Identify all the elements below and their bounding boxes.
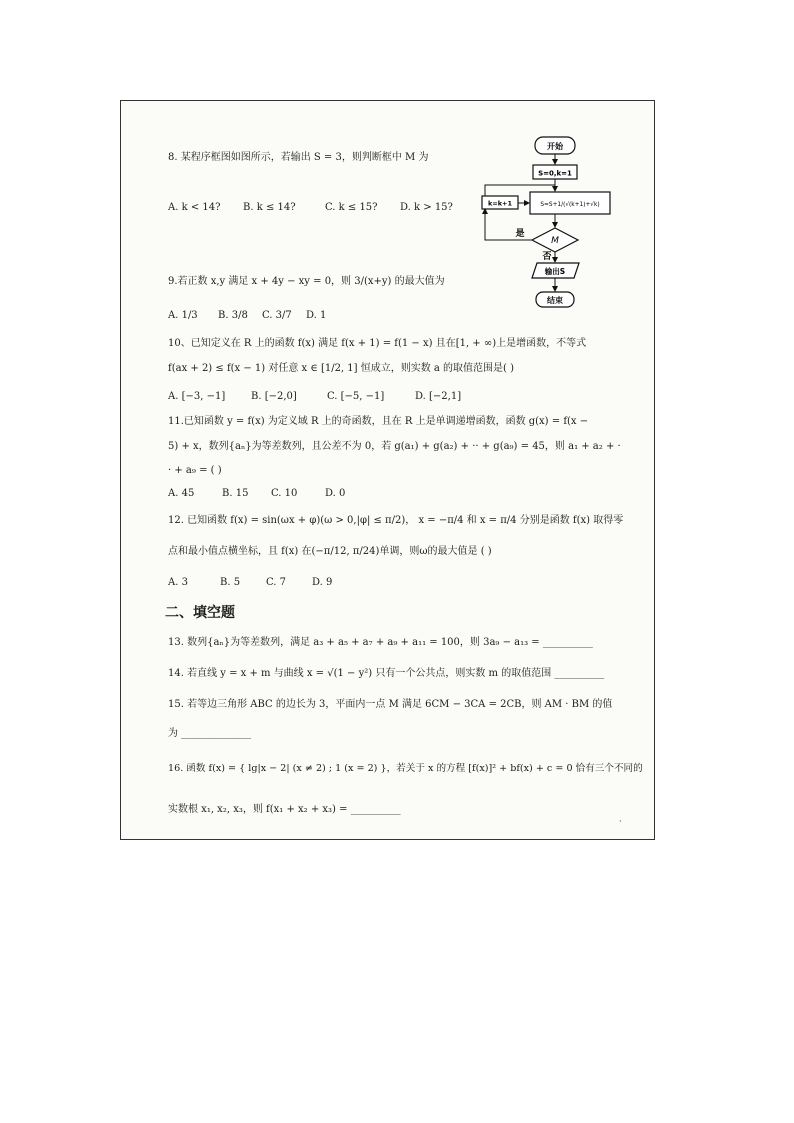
q14-text: 14. 若直线 y = x + m 与曲线 x = √(1 − y²) 只有一个公共点，则实数 m 的取值范围 __________ — [168, 668, 605, 679]
q10-option-c: C. [−5, −1] — [327, 391, 385, 402]
q10-line2: f(ax + 2) ≤ f(x − 1) 对任意 x ∈ [1/2, 1] 恒成立，则实数 a 的取值范围是( ) — [168, 363, 515, 374]
q11-line2: 5) + x，数列{aₙ}为等差数列，且公差不为 0，若 g(a₁) + g(a₂) + ·· + g(a₉) = 45，则 a₁ + a₂ + · — [168, 441, 621, 452]
q16-line2: 实数根 x₁, x₂, x₃，则 f(x₁ + x₂ + x₃) = __________ — [168, 804, 401, 815]
q12-option-b: B. 5 — [220, 577, 241, 588]
flow-increment-label: k=k+1 — [487, 199, 513, 208]
q12-line1: 12. 已知函数 f(x) = sin(ωx + φ)(ω > 0,|φ| ≤ π/2)， x = −π/4 和 x = π/4 分别是函数 f(x) 取得零 — [168, 515, 624, 526]
section-heading-fill-in: 二、填空题 — [165, 605, 235, 621]
q10-option-d: D. [−2,1] — [415, 391, 462, 402]
q8-stem: 8. 某程序框图如图所示，若输出 S = 3，则判断框中 M 为 — [168, 152, 429, 163]
flow-no-label: 否 — [542, 252, 552, 262]
q12-option-a: A. 3 — [168, 577, 188, 588]
flow-decision-label: M — [551, 236, 559, 246]
flow-sum-label: S=S+1/(√(k+1)+√k) — [540, 202, 600, 208]
q8-option-b: B. k ≤ 14? — [243, 202, 296, 213]
q8-option-a: A. k < 14? — [168, 202, 221, 213]
q11-line3: · + a₉ = ( ) — [168, 465, 222, 476]
q9-option-c: C. 3/7 — [262, 310, 292, 321]
flow-init-label: S=0,k=1 — [538, 169, 572, 178]
flowchart-diagram — [480, 135, 615, 315]
q10-option-a: A. [−3, −1] — [168, 391, 226, 402]
q11-option-c: C. 10 — [271, 488, 298, 499]
flow-end-label: 结束 — [547, 296, 563, 305]
q11-option-a: A. 45 — [168, 488, 195, 499]
q12-line2: 点和最小值点横坐标，且 f(x) 在(−π/12, π/24)单调，则ω的最大值是 ( ) — [168, 546, 492, 557]
q8-option-c: C. k ≤ 15? — [325, 202, 378, 213]
q11-option-d: D. 0 — [325, 488, 346, 499]
q8-option-d: D. k > 15? — [400, 202, 453, 213]
flow-start-label: 开始 — [547, 142, 563, 151]
q15-line2: 为 ______________ — [168, 728, 252, 739]
q13-text: 13. 数列{aₙ}为等差数列，满足 a₃ + a₅ + a₇ + a₉ + a₁₁ = 100，则 3a₉ − a₁₃ = __________ — [168, 637, 593, 648]
q15-line1: 15. 若等边三角形 ABC 的边长为 3，平面内一点 M 满足 6CM − 3CA = 2CB，则 AM · BM 的值 — [168, 699, 613, 710]
q11-option-b: B. 15 — [222, 488, 249, 499]
flow-yes-label: 是 — [515, 229, 525, 239]
q10-line1: 10、已知定义在 R 上的函数 f(x) 满足 f(x + 1) = f(1 − x) 且在[1, + ∞)上是增函数，不等式 — [168, 338, 587, 349]
q9-option-a: A. 1/3 — [168, 310, 198, 321]
q9-stem: 9.若正数 x,y 满足 x + 4y − xy = 0，则 3/(x+y) 的最大值为 — [168, 276, 445, 287]
q10-option-b: B. [−2,0] — [251, 391, 297, 402]
scan-speck: · — [619, 817, 622, 826]
q12-option-c: C. 7 — [266, 577, 287, 588]
q9-option-d: D. 1 — [306, 310, 327, 321]
q12-option-d: D. 9 — [312, 577, 333, 588]
q16-line1: 16. 函数 f(x) = { lg|x − 2| (x ≠ 2) ; 1 (x = 2) }，若关于 x 的方程 [f(x)]² + bf(x) + c = 0 恰有三个不同的 — [168, 763, 643, 774]
flow-output-label: 输出S — [544, 267, 566, 276]
q9-option-b: B. 3/8 — [218, 310, 248, 321]
q11-line1: 11.已知函数 y = f(x) 为定义域 R 上的奇函数，且在 R 上是单调递增函数，函数 g(x) = f(x − — [168, 416, 589, 427]
